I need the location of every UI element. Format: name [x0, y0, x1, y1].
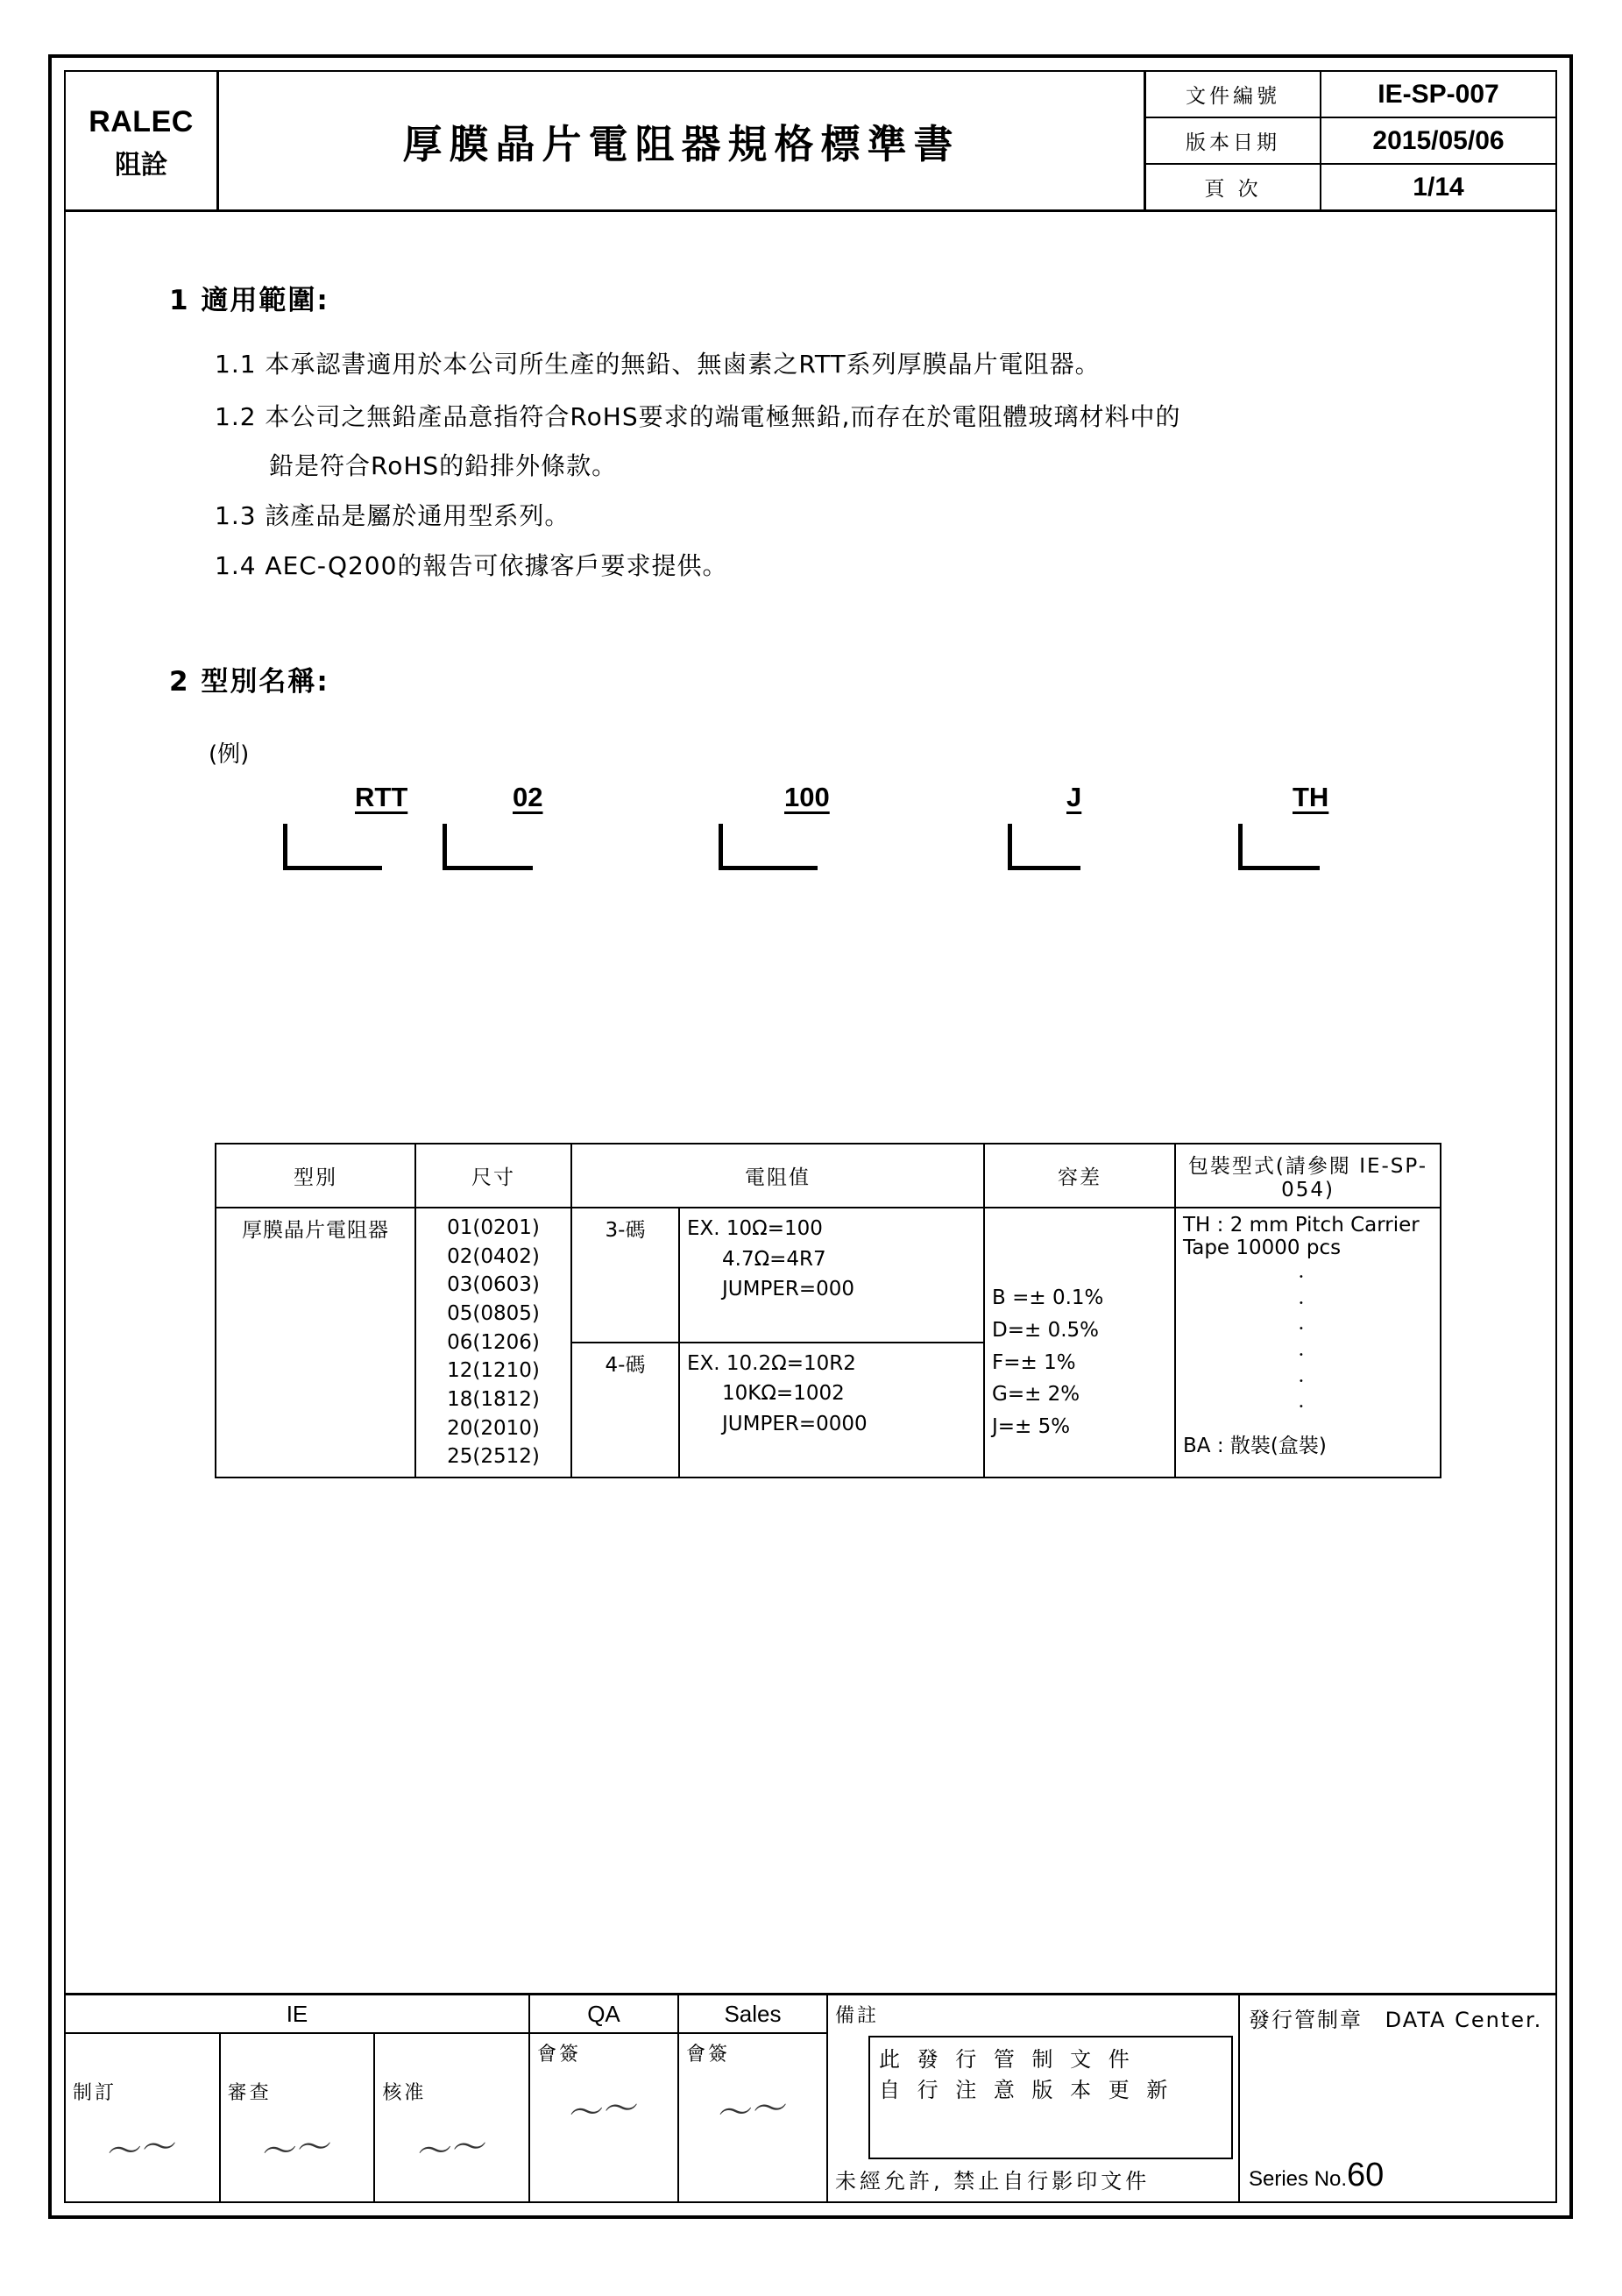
draft-signature: ～～ — [105, 2125, 180, 2174]
note-line: 此 發 行 管 制 文 件 — [879, 2047, 1135, 2072]
qa-sign-label: 會簽 — [537, 2044, 582, 2066]
note-copy-warning: 未經允許, 禁止自行影印文件 — [835, 2169, 1151, 2193]
clause-1-3: 1.3 該產品是屬於通用型系列。 — [215, 501, 570, 530]
dot: ． — [1298, 1364, 1318, 1387]
footer-cell-review — [221, 2034, 376, 2201]
document-header — [66, 72, 1555, 212]
th-tolerance: 容差 — [984, 1144, 1175, 1208]
brand-name-en: RALEC — [89, 105, 194, 138]
resistance-example: 10KΩ=1002 — [722, 1382, 845, 1406]
cell-packaging — [1175, 1208, 1441, 1478]
packaging-bulk-option: BA : 散裝(盒裝) — [1183, 1435, 1327, 1458]
cell-tolerance-list — [984, 1208, 1175, 1478]
footer-sales-block — [679, 1995, 828, 2201]
document-page — [48, 54, 1573, 2219]
tolerance-item: F=± 1% — [992, 1350, 1076, 1374]
tolerance-item: B =± 0.1% — [992, 1286, 1104, 1309]
revision-date-label: 版本日期 — [1146, 118, 1321, 163]
section-1-heading: 1 適用範圍: — [169, 285, 329, 316]
packaging-tape-option: TH : 2 mm Pitch Carrier Tape 10000 pcs — [1183, 1214, 1420, 1259]
footer-ie-block — [66, 1995, 530, 2201]
approve-signature: ～～ — [414, 2125, 490, 2174]
part-number-diagram — [66, 782, 1555, 878]
dept-qa-label: QA — [530, 1995, 677, 2034]
series-value: 60 — [1347, 2157, 1385, 2193]
revision-date-value: 2015/05/06 — [1372, 125, 1505, 155]
dept-sales-label: Sales — [679, 1995, 826, 2034]
part-code-resistance: 100 — [784, 782, 830, 812]
series-number — [1249, 2157, 1384, 2194]
size-item: 03(0603) — [447, 1273, 540, 1297]
header-meta-row-page — [1146, 165, 1555, 209]
clause-1-2-continued: 鉛是符合RoHS的鉛排外條款。 — [269, 451, 618, 480]
cell-model: 厚膜晶片電阻器 — [216, 1208, 415, 1478]
document-body — [66, 212, 1555, 1993]
clause-1-2: 1.2 本公司之無鉛產品意指符合RoHS要求的端電極無鉛,而存在於電阻體玻璃材料中的 — [215, 402, 1181, 431]
cell-resistance-3digit — [679, 1208, 984, 1343]
size-item: 06(1206) — [447, 1330, 540, 1354]
data-center-label: DATA Center. — [1385, 2008, 1543, 2032]
table-header-row — [216, 1144, 1441, 1208]
resistance-example: EX. 10.2Ω=10R2 — [687, 1351, 856, 1375]
leader-line-packaging — [1238, 824, 1320, 870]
page-number-value: 1/14 — [1413, 172, 1464, 202]
th-packaging: 包裝型式(請參閱 IE-SP-054) — [1175, 1144, 1441, 1208]
size-item: 01(0201) — [447, 1216, 540, 1239]
size-item: 25(2512) — [447, 1445, 540, 1469]
packaging-dots — [1183, 1259, 1433, 1415]
approve-label: 核准 — [382, 2082, 427, 2104]
size-item: 18(1812) — [447, 1387, 540, 1411]
size-item: 20(2010) — [447, 1416, 540, 1440]
part-code-packaging: TH — [1293, 782, 1329, 812]
clause-1-1: 1.1 本承認書適用於本公司所生產的無鉛、無鹵素之RTT系列厚膜晶片電阻器。 — [215, 350, 1101, 379]
example-label: (例) — [209, 741, 250, 768]
resistance-example: JUMPER=000 — [722, 1278, 855, 1300]
cell-code-3digit: 3-碼 — [571, 1208, 679, 1343]
footer-cell-approve — [375, 2034, 528, 2201]
page-inner-border — [64, 70, 1557, 2203]
footer-note-block — [828, 1995, 1240, 2201]
header-meta-row-date — [1146, 118, 1555, 165]
footer-cell-draft — [66, 2034, 221, 2201]
dot: ． — [1298, 1391, 1318, 1414]
page-number-label: 頁 次 — [1146, 165, 1321, 209]
doc-number-value: IE-SP-007 — [1378, 79, 1499, 109]
leader-line-size — [443, 824, 533, 870]
note-label: 備註 — [835, 2005, 880, 2027]
resistance-example: JUMPER=0000 — [722, 1412, 868, 1435]
part-code-series: RTT — [355, 782, 408, 812]
cell-code-4digit: 4-碼 — [571, 1343, 679, 1478]
sales-sign-label: 會簽 — [686, 2044, 731, 2066]
header-meta-table — [1144, 72, 1555, 209]
th-size: 尺寸 — [415, 1144, 571, 1208]
dept-ie-label: IE — [66, 1995, 528, 2034]
tolerance-item: D=± 0.5% — [992, 1318, 1099, 1342]
part-code-tolerance: J — [1066, 782, 1082, 812]
footer-qa-block — [530, 1995, 679, 2201]
cell-size-list — [415, 1208, 571, 1478]
sales-signature: ～～ — [716, 2087, 790, 2136]
dot: ． — [1298, 1313, 1318, 1336]
section-2-heading: 2 型別名稱: — [169, 666, 329, 698]
size-item: 02(0402) — [447, 1244, 540, 1268]
dot: ． — [1298, 1286, 1318, 1309]
doc-number-label: 文件編號 — [1146, 72, 1321, 117]
review-signature: ～～ — [260, 2125, 335, 2174]
issue-control-label: 發行管制章 — [1249, 2008, 1363, 2032]
qa-signature: ～～ — [567, 2087, 641, 2136]
dot: ． — [1298, 1339, 1318, 1362]
clause-1-4: 1.4 AEC-Q200的報告可依據客戶要求提供。 — [215, 551, 728, 580]
header-meta-row-docno — [1146, 72, 1555, 118]
resistance-example: EX. 10Ω=100 — [687, 1217, 823, 1240]
cell-resistance-4digit — [679, 1343, 984, 1478]
table-row — [216, 1208, 1441, 1343]
document-title: 厚膜晶片電阻器規格標準書 — [402, 121, 960, 167]
note-box — [868, 2036, 1233, 2159]
tolerance-item: J=± 5% — [992, 1415, 1071, 1439]
draft-label: 制訂 — [73, 2082, 117, 2104]
review-label: 審查 — [227, 2082, 272, 2104]
th-model: 型別 — [216, 1144, 415, 1208]
part-code-size: 02 — [513, 782, 543, 812]
dot: ． — [1298, 1261, 1318, 1283]
note-line: 自 行 注 意 版 本 更 新 — [879, 2077, 1173, 2102]
document-footer — [66, 1993, 1555, 2201]
leader-line-tolerance — [1008, 824, 1080, 870]
series-label: Series No. — [1249, 2167, 1348, 2191]
company-logo — [66, 72, 219, 209]
size-item: 12(1210) — [447, 1359, 540, 1383]
part-number-spec-table — [215, 1143, 1441, 1478]
leader-line-resistance — [719, 824, 818, 870]
leader-line-series — [283, 824, 382, 870]
size-item: 05(0805) — [447, 1301, 540, 1325]
issue-control-row — [1240, 1995, 1555, 2040]
resistance-example: 4.7Ω=4R7 — [722, 1247, 826, 1271]
footer-issue-control-block — [1240, 1995, 1555, 2201]
tolerance-item: G=± 2% — [992, 1383, 1080, 1407]
brand-name-cn: 阻詮 — [115, 150, 167, 181]
th-resistance: 電阻值 — [571, 1144, 984, 1208]
